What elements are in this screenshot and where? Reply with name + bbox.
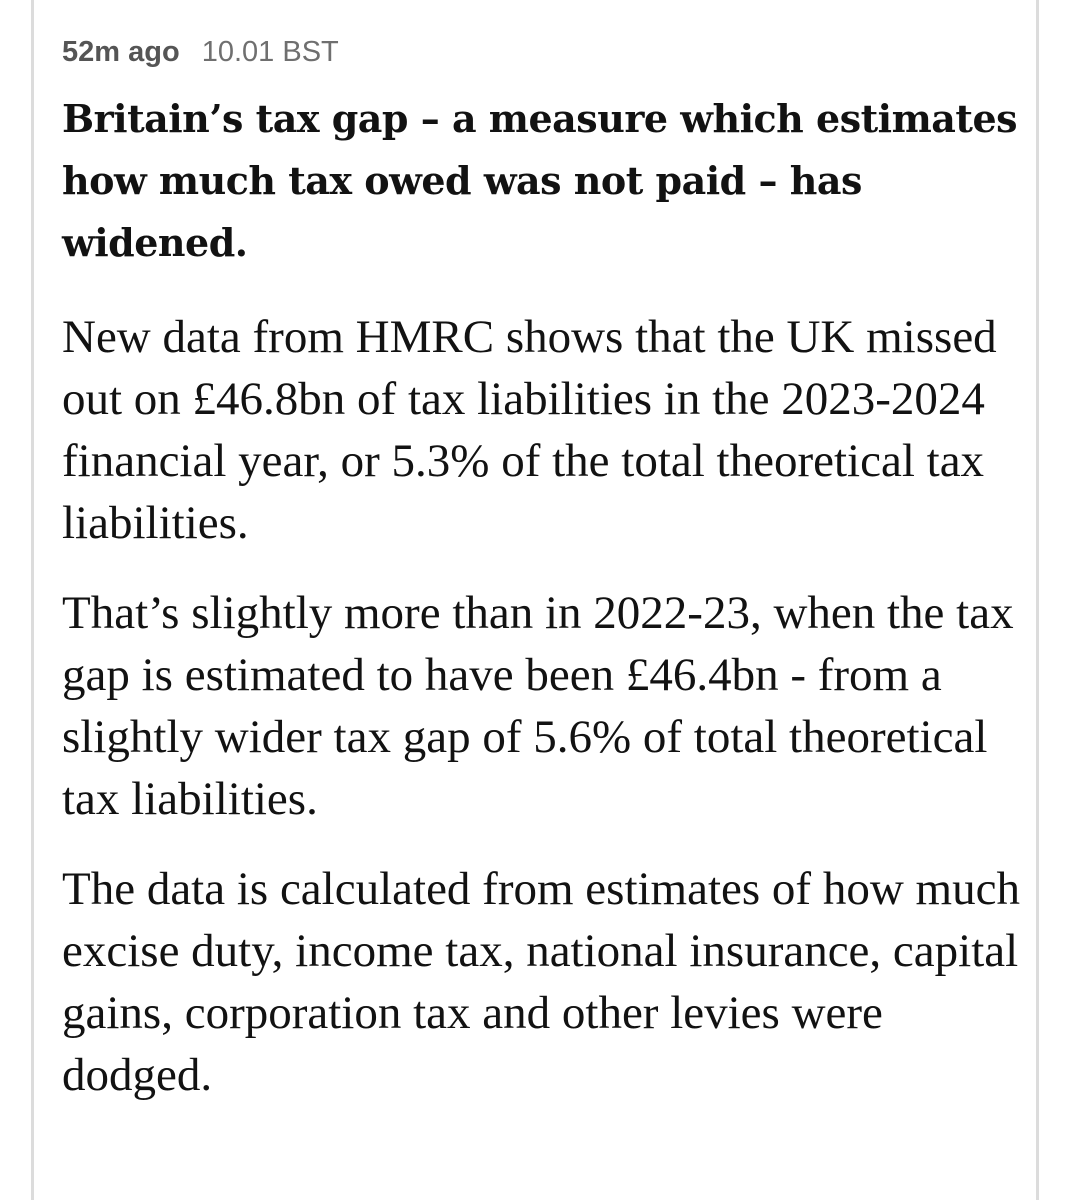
left-divider — [31, 0, 34, 1200]
liveblog-entry — [62, 30, 1022, 1106]
post-meta — [62, 30, 1022, 74]
body-paragraph-1: New data from HMRC shows that the UK missed out on £46.8bn of tax liabilities in the 2023-2024 financial year, or 5.3% of the total theoretical tax liabilities. — [62, 311, 997, 549]
body-paragraph-2: That’s slightly more than in 2022-23, when the tax gap is estimated to have been £46.4bn - from a slightly wider tax gap of 5.6% of total theoretical tax liabilities. — [62, 587, 1014, 825]
post-headline: Britain’s tax gap – a measure which estimates how much tax owed was not paid – has widened. — [62, 96, 1018, 265]
right-divider — [1036, 0, 1039, 1200]
relative-time[interactable]: 52m ago — [62, 36, 180, 68]
post-timestamp: 10.01 BST — [201, 36, 339, 68]
body-paragraph-3: The data is calculated from estimates of how much excise duty, income tax, national insurance, capital gains, corporation tax and other levies were dodged. — [62, 863, 1020, 1101]
